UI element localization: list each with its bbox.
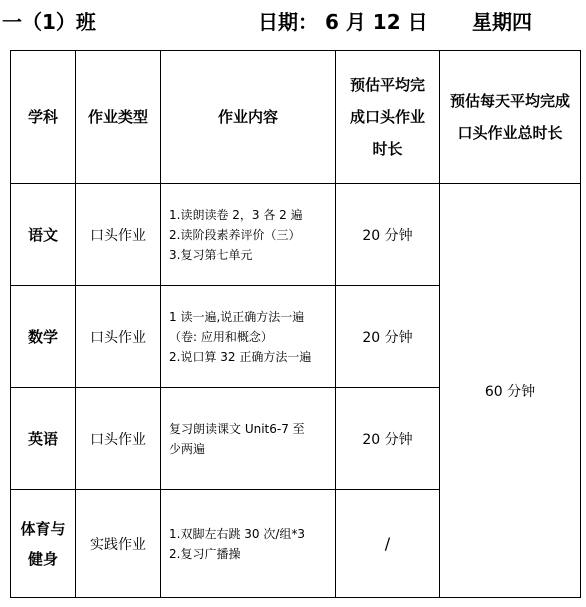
page-header (0, 4, 586, 34)
type-cell: 实践作业 (76, 490, 161, 598)
subject-cell: 数学 (11, 286, 76, 388)
type-cell: 口头作业 (76, 184, 161, 286)
content-line: 复习朗读课文 Unit6-7 至 (169, 421, 305, 436)
header-type: 作业类型 (76, 51, 161, 184)
content-line: 2.读阶段素养评价（三） (169, 227, 301, 242)
content-line: 少两遍 (169, 441, 206, 456)
header-content: 作业内容 (161, 51, 336, 184)
subject-line: 健身 (27, 549, 58, 568)
content-line: 2.复习广播操 (169, 546, 241, 561)
class-name: 一（1）班 (2, 10, 96, 34)
header-avg-time-line-1: 预估平均完 (349, 76, 425, 94)
subject-cell: 英语 (11, 388, 76, 490)
weekday-label: 星期四 (472, 10, 532, 34)
content-line: 1 读一遍,说正确方法一遍 (169, 309, 305, 324)
header-avg-time-line-3: 时长 (372, 140, 403, 158)
subject-line: 体育与 (20, 519, 66, 538)
header-daily-total-line-1: 预估每天平均完成 (449, 92, 570, 110)
content-cell (161, 388, 336, 490)
type-cell: 口头作业 (76, 286, 161, 388)
content-line: （卷: 应用和概念） (169, 329, 273, 344)
header-avg-time-line-2: 成口头作业 (349, 108, 425, 126)
time-cell: / (336, 490, 440, 598)
content-line: 2.说口算 32 正确方法一遍 (169, 349, 312, 364)
date-label: 日期： 6 月 12 日 (258, 10, 428, 34)
content-cell (161, 286, 336, 388)
time-cell: 20 分钟 (336, 184, 440, 286)
daily-total-cell: 60 分钟 (440, 184, 581, 598)
header-daily-total (440, 51, 581, 184)
content-line: 3.复习第七单元 (169, 247, 253, 262)
content-cell (161, 490, 336, 598)
type-cell: 口头作业 (76, 388, 161, 490)
header-subject: 学科 (11, 51, 76, 184)
table-row (11, 184, 581, 286)
homework-table (10, 50, 581, 598)
header-avg-time (336, 51, 440, 184)
time-cell: 20 分钟 (336, 286, 440, 388)
header-row (11, 51, 581, 184)
time-cell: 20 分钟 (336, 388, 440, 490)
subject-cell: 语文 (11, 184, 76, 286)
content-cell (161, 184, 336, 286)
content-line: 1.双脚左右跳 30 次/组*3 (169, 526, 306, 541)
subject-cell (11, 490, 76, 598)
header-daily-total-line-2: 口头作业总时长 (457, 124, 563, 142)
content-line: 1.读朗读卷 2，3 各 2 遍 (169, 207, 303, 222)
